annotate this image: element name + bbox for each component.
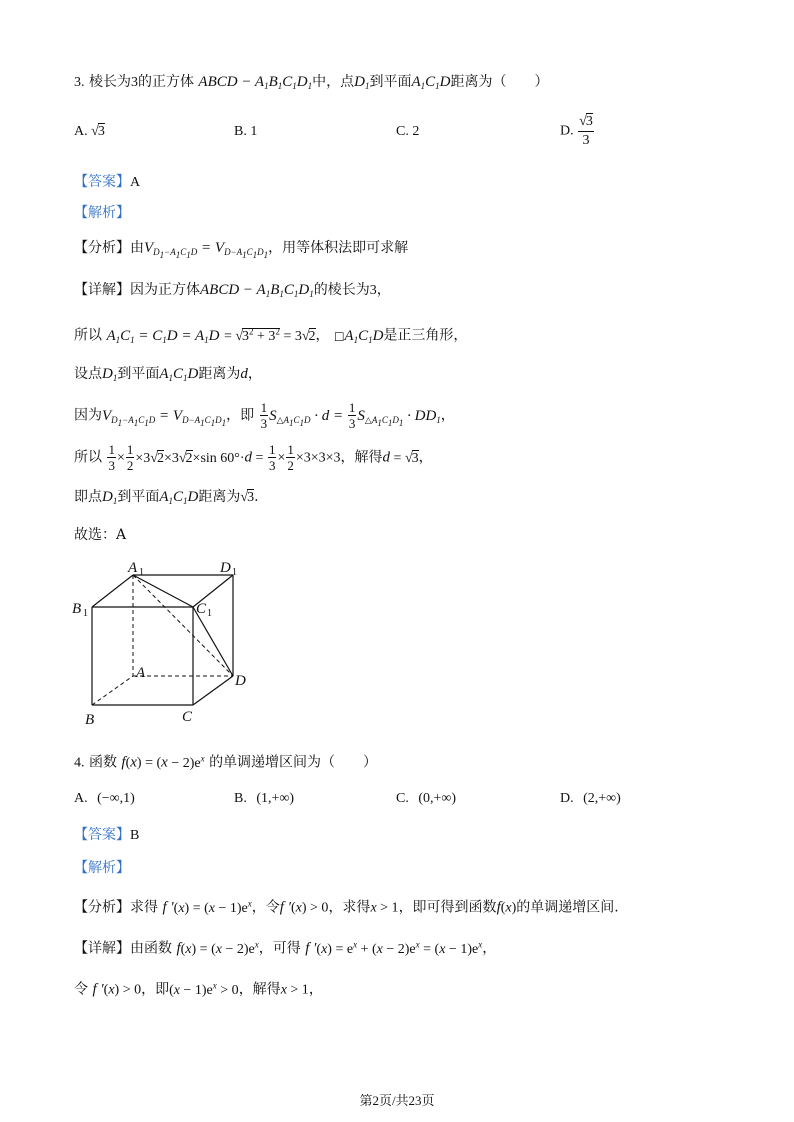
label-d: D [235,673,246,689]
svg-text:1: 1 [139,567,144,578]
sqrt-3: √3 [91,124,105,139]
q4-analysis-heading: 【解析】 [74,860,130,876]
formula-cube: ABCD − $A_1B_1C_1D_1$ [198,74,313,91]
svg-text:1: 1 [207,608,212,619]
q4-option-b: B. (1,+∞) [234,791,295,806]
q4-fenxi: 【分析】求得 f $'(x) = (x - 1)e^x$，令f ′(x) > 0，求得x > 1，即可得到函数f(x)的单调递增区间. [74,898,619,916]
q3-answer: 【答案】A [74,174,141,190]
svg-text:1: 1 [232,567,237,578]
q3-option-a: A. √3 [74,124,105,139]
svg-text:1: 1 [83,608,88,619]
q4-option-c: C. (0,+∞) [396,791,457,806]
label-b1: B [72,601,82,617]
q4-option-d: D. (2,+∞) [560,791,621,806]
q3-detail-line5: 即点$D_1$到平面$A_1C_1D$距离为√3. [74,489,259,506]
label-c: C [182,709,193,725]
q3-detail-line3: 因为$V_{D_1-A_1C_1D} = V_{D-A_1C_1D_1}$，即 $\frac{1}{3}$ $S_{\triangle A_1C_1D} \cdot d$ = $\frac{1}{3}$ $S_{\triangle A_1C_1D_1} \cdot DD_1$， [74,400,455,431]
q3-detail-line1: 所以 $A_1C_1 = C_1D = A_1D = √3^2 + 3^2 = 3√2$， $□A_1C_1D$是正三角形， [74,326,468,345]
cube-figure [72,558,252,728]
q3-analysis-heading: 【解析】 [74,205,130,221]
label-b: B [85,712,95,728]
label-d1: D [220,560,231,576]
q3-detail-line4: 所以 $\frac{1}{3}$ × $\frac{1}{2}$ ×3√2×3√2×sin 60°·d = $\frac{1}{3}$ × $\frac{1}{2}$ ×3×3×3，解得d = √3， [74,442,433,473]
q3-detail-line2: 设点$D_1$到平面$A_1C_1D$距离为d， [74,366,262,383]
q3-fenxi: 【分析】由$V_{D_1-A_1C_1D} = V_{D-A_1C_1D_1}$，用等体积法即可求解 [74,240,409,260]
q4-option-a: A. (−∞,1) [74,791,135,806]
q4-answer: 【答案】B [74,827,140,843]
q4-detail-line1: 令 f ′(x) > 0，即$(x - 1)e^x > 0$，解得x > 1， [74,980,323,998]
label-a1: A [128,560,138,576]
label-c1: C [196,601,207,617]
q3-detail: 【详解】因为正方体ABCD − $A_1B_1C_1D_1$的棱长为3， [74,282,391,299]
label-a: A [136,665,146,681]
q4-stem: 4. 函数 $f(x) = (x - 2)e^x$ 的单调递增区间为（ ） [74,753,378,771]
q4-detail: 【详解】由函数 $f(x) = (x - 2)e^x$，可得 f $'(x) = e^x + (x - 2)e^x = (x - 1)e^x$， [74,939,497,957]
q3-option-c: C. 2 [396,124,420,139]
page-footer: 第2页/共23页 [359,1093,435,1108]
q3-stem: 3. 棱长为3的正方体 ABCD − $A_1B_1C_1D_1$中，点$D_1$到平面$A_1C_1D$距离为（ ） [74,74,549,91]
q3-option-b: B. 1 [234,124,258,139]
q3-option-d: D. $\frac{√3}{3}$ [560,114,593,148]
fraction-sqrt3-over-3: $\frac{√3}{3}$ [579,114,593,148]
q3-choose: 故选：A [74,527,127,543]
